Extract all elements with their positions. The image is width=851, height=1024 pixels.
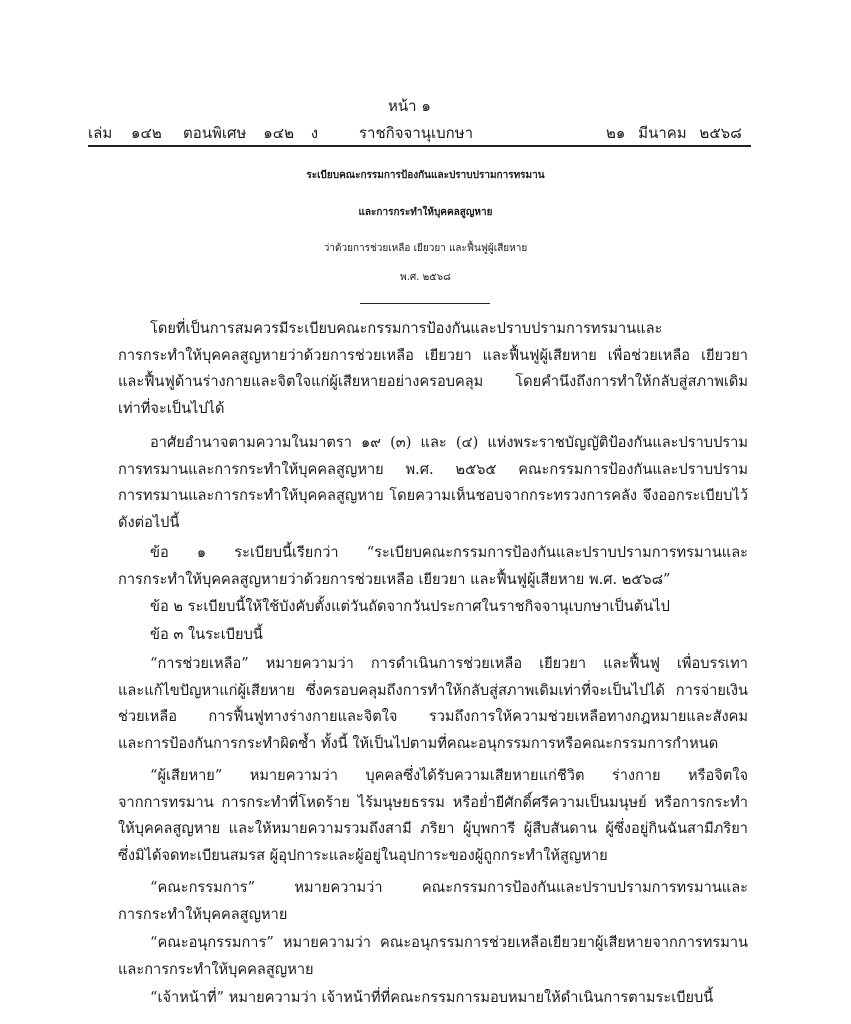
text-line: อาศัยอำนาจตามความในมาตรา ๑๙ (๓) และ (๔) แห่งพระราชบัญญัติป้องกันและปราบปราม — [150, 434, 748, 451]
page-number: หน้า ๑ — [388, 97, 431, 115]
text-line: “คณะกรรมการ” หมายความว่า คณะกรรมการป้องกันและปราบปรามการทรมานและ — [150, 879, 748, 896]
title-rule — [360, 303, 490, 304]
text-line: เท่าที่จะเป็นไปได้ — [118, 399, 225, 417]
text-line: การทรมานและการกระทำให้บุคคลสูญหาย โดยความเห็นชอบจากกระทรวงการคลัง จึงออกระเบียบไว้ — [118, 487, 748, 505]
gazette-name: ราชกิจจานุเบกษา — [359, 124, 474, 142]
title-line-1: ระเบียบคณะกรรมการป้องกันและปราบปรามการทรมาน — [306, 170, 545, 181]
definition-subcommittee — [118, 930, 748, 983]
text-line: การทรมานและการกระทำให้บุคคลสูญหาย พ.ศ. ๒๕๖๕ คณะกรรมการป้องกันและปราบปราม — [118, 460, 748, 478]
clause-2 — [118, 594, 748, 621]
text-line: ข้อ ๒ ระเบียบนี้ให้ใช้บังคับตั้งแต่วันถัดจากวันประกาศในราชกิจจานุเบกษาเป็นต้นไป — [150, 598, 670, 615]
text-line: “การช่วยเหลือ” หมายความว่า การดำเนินการช่วยเหลือ เยียวยา และฟื้นฟู เพื่อบรรเทา — [150, 655, 748, 672]
clause-3 — [118, 622, 748, 649]
preamble-paragraph — [118, 316, 748, 422]
text-line: การกระทำให้บุคคลสูญหาย — [118, 905, 288, 923]
text-line: “คณะอนุกรรมการ” หมายความว่า คณะอนุกรรมการช่วยเหลือเยียวยาผู้เสียหายจากการทรมาน — [150, 934, 748, 951]
text-line: และการป้องกันการกระทำผิดซ้ำ ทั้งนี้ ให้เป็นไปตามที่คณะอนุกรรมการหรือคณะกรรมการกำหนด — [118, 734, 719, 752]
definition-assistance — [118, 651, 748, 757]
section-number: ตอนพิเศษ ๑๔๒ ง — [183, 124, 319, 142]
title-year: พ.ศ. ๒๕๖๘ — [400, 272, 451, 283]
text-line: การกระทำให้บุคคลสูญหายว่าด้วยการช่วยเหลือ เยียวยา และฟื้นฟูผู้เสียหาย พ.ศ. ๒๕๖๘” — [118, 570, 671, 588]
text-line: ข้อ ๓ ในระเบียบนี้ — [150, 626, 263, 643]
volume-number: เล่ม ๑๔๒ — [88, 124, 162, 142]
text-line: ข้อ ๑ ระเบียบนี้เรียกว่า “ระเบียบคณะกรรมการป้องกันและปราบปรามการทรมานและ — [150, 544, 748, 561]
text-line: ช่วยเหลือ การฟื้นฟูทางร่างกายและจิตใจ รวมถึงการให้ความช่วยเหลือทางกฎหมายและสังคม — [118, 708, 748, 726]
title-line-2: และการกระทำให้บุคคลสูญหาย — [358, 207, 493, 218]
text-line: “เจ้าหน้าที่” หมายความว่า เจ้าหน้าที่ที่คณะกรรมการมอบหมายให้ดำเนินการตามระเบียบนี้ — [150, 989, 714, 1006]
text-line: ให้บุคคลสูญหาย และให้หมายความรวมถึงสามี ภริยา ผู้บุพการี ผู้สืบสันดาน ผู้ซึ่งอยู่กินฉันสามีภริยา — [118, 820, 748, 838]
definition-officer — [118, 985, 748, 1012]
text-line: “ผู้เสียหาย” หมายความว่า บุคคลซึ่งได้รับความเสียหายแก่ชีวิต ร่างกาย หรือจิตใจ — [150, 767, 748, 784]
text-line: จากการทรมาน การกระทำที่โหดร้าย ไร้มนุษยธรรม หรือย่ำยีศักดิ์ศรีความเป็นมนุษย์ หรือการกระทำ — [118, 793, 748, 811]
authority-paragraph — [118, 430, 748, 536]
text-line: และการกระทำให้บุคคลสูญหาย — [118, 960, 314, 978]
text-line: ดังต่อไปนี้ — [118, 513, 180, 531]
text-line: ซึ่งมิได้จดทะเบียนสมรส ผู้อุปการะและผู้อยู่ในอุปการะของผู้ถูกกระทำให้สูญหาย — [118, 846, 608, 864]
text-line: โดยที่เป็นการสมควรมีระเบียบคณะกรรมการป้องกันและปราบปรามการทรมานและ — [150, 320, 663, 337]
clause-1 — [118, 540, 748, 593]
text-line: การกระทำให้บุคคลสูญหายว่าด้วยการช่วยเหลือ เยียวยา และฟื้นฟูผู้เสียหาย เพื่อช่วยเหลือ เยียวยา — [118, 346, 748, 364]
header-rule — [88, 145, 751, 147]
definition-committee — [118, 875, 748, 928]
text-line: และฟื้นฟูด้านร่างกายและจิตใจแก่ผู้เสียหายอย่างครอบคลุม โดยคำนึงถึงการทำให้กลับสู่สภาพเดิม — [118, 373, 748, 391]
text-line: และแก้ไขปัญหาแก่ผู้เสียหาย ซึ่งครอบคลุมถึงการทำให้กลับสู่สภาพเดิมเท่าที่จะเป็นไปได้ การจ่ายเงิน — [118, 681, 748, 699]
publication-date: ๒๑ มีนาคม ๒๕๖๘ — [606, 124, 742, 142]
title-subtitle: ว่าด้วยการช่วยเหลือ เยียวยา และฟื้นฟูผู้เสียหาย — [323, 243, 528, 254]
definition-victim — [118, 763, 748, 869]
